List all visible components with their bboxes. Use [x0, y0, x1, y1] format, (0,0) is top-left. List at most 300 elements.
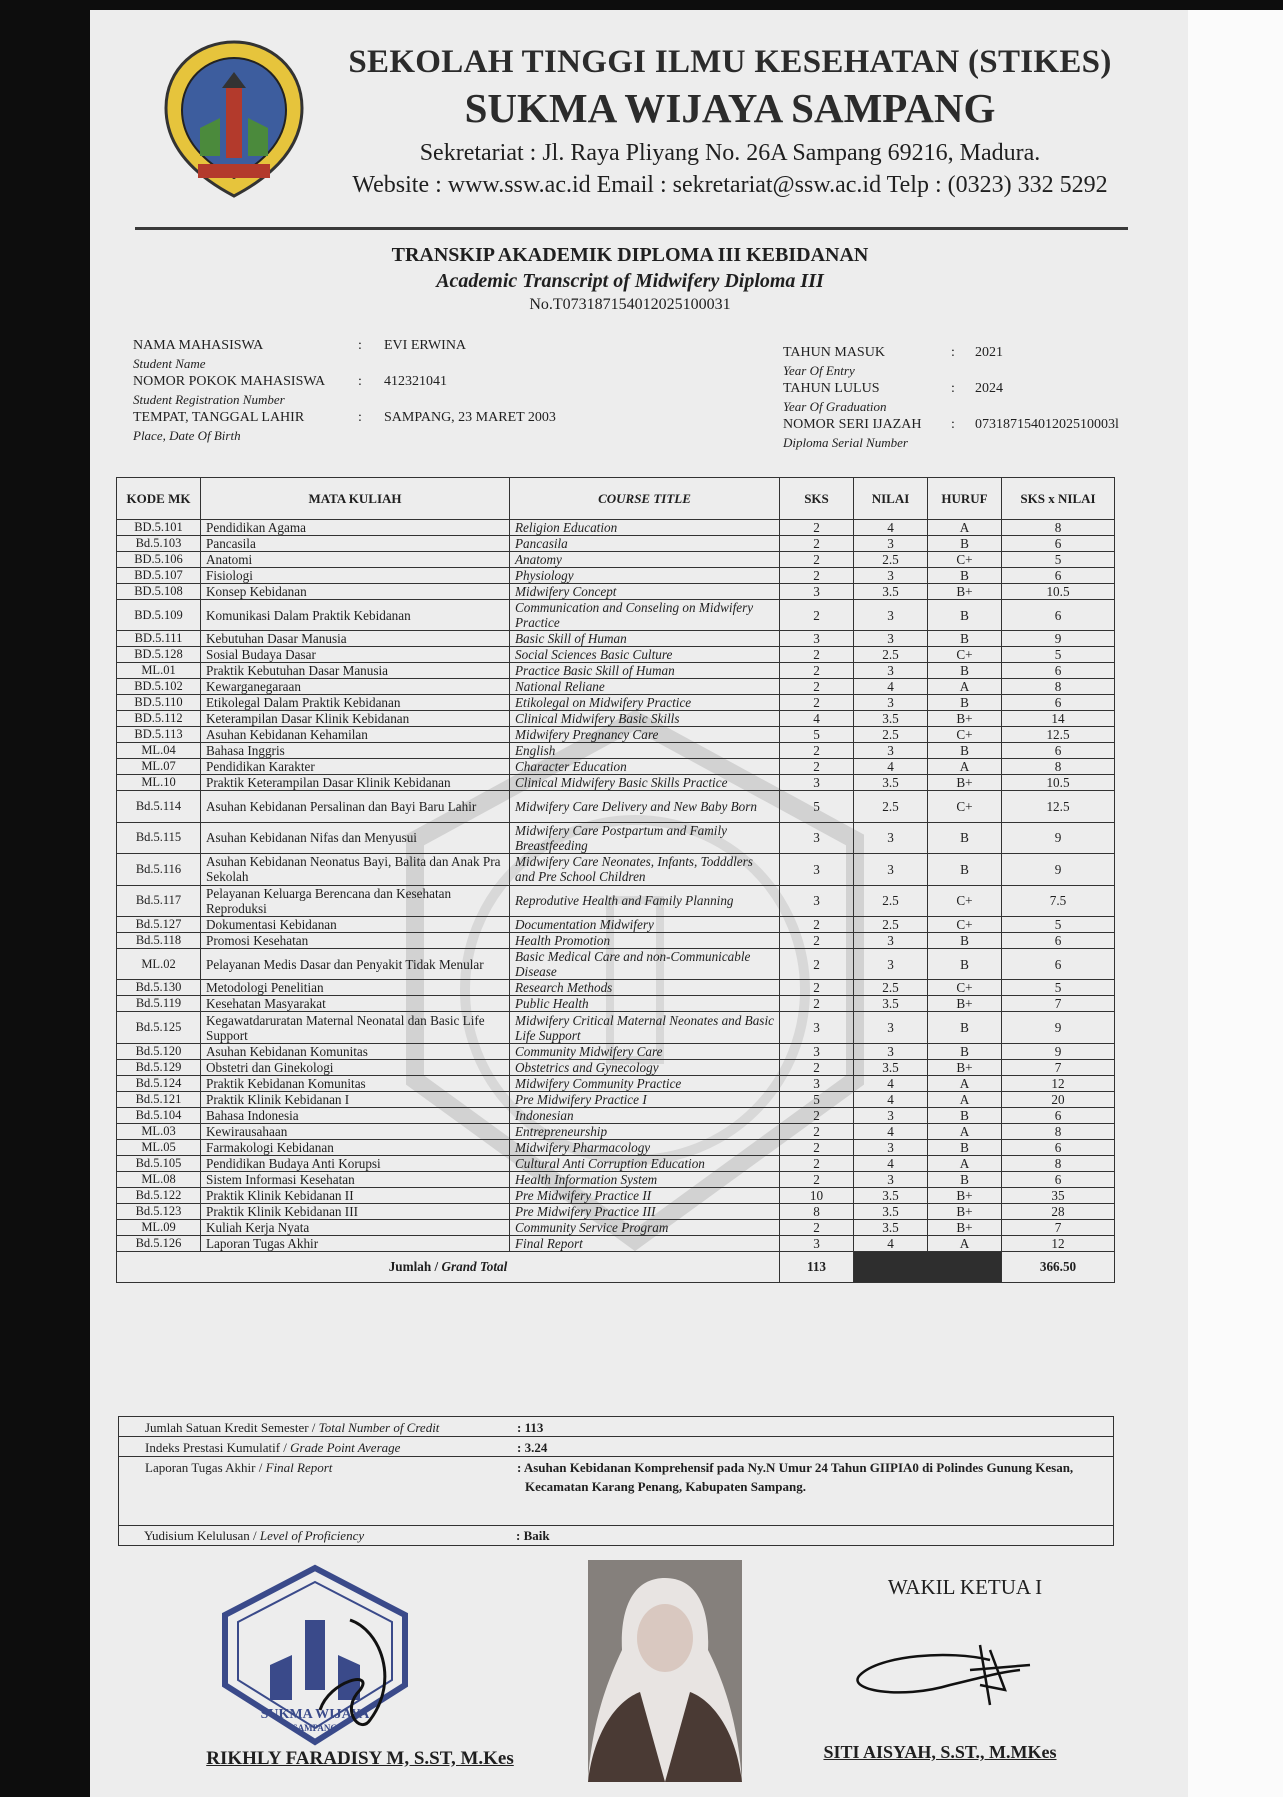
- cell-course-title: English: [510, 743, 780, 759]
- grades-table: [116, 477, 1115, 1283]
- cell-course-title: Midwifery Critical Maternal Neonates and Basic Life Support: [510, 1012, 780, 1043]
- entry-year-label: TAHUN MASUK: [783, 345, 885, 360]
- table-row: [117, 743, 1115, 759]
- table-row: [117, 568, 1115, 584]
- cell-sks: 2: [780, 759, 854, 775]
- cell-nilai: 4: [854, 1123, 928, 1139]
- header-code: KODE MK: [117, 478, 201, 520]
- cell-course-title: Cultural Anti Corruption Education: [510, 1155, 780, 1171]
- cell-nilai: 3: [854, 568, 928, 584]
- cell-huruf: B: [928, 1107, 1002, 1123]
- cell-course-title: Midwifery Care Postpartum and Family Breastfeeding: [510, 822, 780, 853]
- header-divider: [135, 227, 1128, 230]
- cell-sks: 2: [780, 1059, 854, 1075]
- cell-sks: 3: [780, 775, 854, 791]
- cell-course: Obstetri dan Ginekologi: [201, 1059, 510, 1075]
- cell-huruf: B: [928, 600, 1002, 631]
- cell-course-title: Health Promotion: [510, 932, 780, 948]
- cell-huruf: C+: [928, 791, 1002, 822]
- cell-nilai: 4: [854, 1155, 928, 1171]
- table-row: [117, 552, 1115, 568]
- cell-sks-x-nilai: 7: [1002, 1059, 1115, 1075]
- cell-course: Praktik Klinik Kebidanan III: [201, 1203, 510, 1219]
- cell-huruf: B+: [928, 996, 1002, 1012]
- cell-sks: 2: [780, 679, 854, 695]
- cell-nilai: 2.5: [854, 647, 928, 663]
- cell-nilai: 3: [854, 695, 928, 711]
- grand-total-label-en: Grand Total: [441, 1259, 508, 1275]
- cell-course-title: Reprodutive Health and Family Planning: [510, 885, 780, 916]
- cell-course-title: Health Information System: [510, 1171, 780, 1187]
- cell-course: Kegawatdaruratan Maternal Neonatal dan Basic Life Support: [201, 1012, 510, 1043]
- cell-code: Bd.5.122: [117, 1187, 201, 1203]
- cell-course: Praktik Klinik Kebidanan II: [201, 1187, 510, 1203]
- cell-code: Bd.5.121: [117, 1091, 201, 1107]
- table-row: [117, 791, 1115, 822]
- cell-course-title: National Reliane: [510, 679, 780, 695]
- credits-label: Jumlah Satuan Kredit Semester /: [145, 1420, 319, 1435]
- cell-course: Pendidikan Budaya Anti Korupsi: [201, 1155, 510, 1171]
- table-row: [117, 536, 1115, 552]
- cell-nilai: 2.5: [854, 885, 928, 916]
- cell-sks-x-nilai: 14: [1002, 711, 1115, 727]
- level-label-en: Level of Proficiency: [259, 1528, 365, 1543]
- cell-nilai: 3.5: [854, 775, 928, 791]
- cell-sks: 2: [780, 552, 854, 568]
- cell-code: BD.5.102: [117, 679, 201, 695]
- cell-sks-x-nilai: 9: [1002, 631, 1115, 647]
- cell-nilai: 3.5: [854, 1059, 928, 1075]
- report-title-line1: : Asuhan Kebidanan Komprehensif pada Ny.N Umur 24 Tahun GIIPIA0 di Polindes Gunung Kesan,: [517, 1460, 1074, 1475]
- cell-huruf: B: [928, 743, 1002, 759]
- cell-nilai: 3.5: [854, 584, 928, 600]
- entry-year-value: 2021: [975, 345, 1003, 360]
- cell-huruf: A: [928, 1155, 1002, 1171]
- cell-sks: 2: [780, 996, 854, 1012]
- cell-course: Pelayanan Keluarga Berencana dan Kesehatan Reproduksi: [201, 885, 510, 916]
- summary-credits-row: [119, 1417, 1113, 1437]
- grand-total-row: [117, 1251, 1115, 1282]
- student-birth-label: TEMPAT, TANGGAL LAHIR: [133, 410, 305, 425]
- table-row: [117, 631, 1115, 647]
- table-row: [117, 854, 1115, 885]
- cell-course-title: Midwifery Care Delivery and New Baby Born: [510, 791, 780, 822]
- cell-nilai: 4: [854, 1091, 928, 1107]
- cell-code: Bd.5.117: [117, 885, 201, 916]
- cell-nilai: 2.5: [854, 980, 928, 996]
- table-row: [117, 647, 1115, 663]
- cell-course-title: Midwifery Care Neonates, Infants, Todddlers and Pre School Children: [510, 854, 780, 885]
- summary-report-row: [119, 1457, 1113, 1526]
- cell-huruf: B: [928, 663, 1002, 679]
- student-nim-value: 412321041: [384, 374, 447, 389]
- cell-course-title: Pre Midwifery Practice I: [510, 1091, 780, 1107]
- cell-course: Kuliah Kerja Nyata: [201, 1219, 510, 1235]
- cell-code: Bd.5.105: [117, 1155, 201, 1171]
- cell-sks: 2: [780, 743, 854, 759]
- graduation-year-value: 2024: [975, 381, 1003, 396]
- cell-sks-x-nilai: 6: [1002, 1171, 1115, 1187]
- institution-address: Sekretariat : Jl. Raya Pliyang No. 26A Sampang 69216, Madura.: [419, 140, 1041, 166]
- cell-code: Bd.5.127: [117, 916, 201, 932]
- table-row: [117, 932, 1115, 948]
- cell-huruf: C+: [928, 980, 1002, 996]
- cell-sks: 2: [780, 1219, 854, 1235]
- level-label: Yudisium Kelulusan /: [144, 1528, 260, 1543]
- cell-nilai: 2.5: [854, 727, 928, 743]
- table-row: [117, 948, 1115, 979]
- cell-code: ML.07: [117, 759, 201, 775]
- cell-nilai: 3: [854, 631, 928, 647]
- cell-course: Asuhan Kebidanan Persalinan dan Bayi Baru Lahir: [201, 791, 510, 822]
- right-signatory-name: SITI AISYAH, S.ST., M.MKes: [823, 1742, 1057, 1762]
- cell-huruf: A: [928, 1123, 1002, 1139]
- cell-sks-x-nilai: 5: [1002, 980, 1115, 996]
- cell-huruf: A: [928, 1235, 1002, 1251]
- grand-total-value: 366.50: [1002, 1251, 1115, 1282]
- cell-code: Bd.5.123: [117, 1203, 201, 1219]
- document-title-english: Academic Transcript of Midwifery Diploma III: [436, 270, 824, 292]
- cell-code: BD.5.111: [117, 631, 201, 647]
- background-sheet: [1188, 10, 1283, 1797]
- cell-sks: 3: [780, 1012, 854, 1043]
- cell-huruf: B+: [928, 1203, 1002, 1219]
- cell-huruf: B: [928, 1139, 1002, 1155]
- cell-sks-x-nilai: 5: [1002, 647, 1115, 663]
- table-row: [117, 727, 1115, 743]
- cell-huruf: B: [928, 822, 1002, 853]
- cell-huruf: A: [928, 759, 1002, 775]
- cell-code: ML.08: [117, 1171, 201, 1187]
- cell-code: Bd.5.118: [117, 932, 201, 948]
- cell-huruf: B+: [928, 1187, 1002, 1203]
- cell-sks-x-nilai: 10.5: [1002, 775, 1115, 791]
- grand-total-label: Jumlah /: [388, 1259, 442, 1275]
- grand-total-sks: 113: [780, 1251, 854, 1282]
- cell-code: Bd.5.103: [117, 536, 201, 552]
- student-photo: [588, 1560, 742, 1782]
- cell-sks-x-nilai: 6: [1002, 568, 1115, 584]
- cell-nilai: 2.5: [854, 791, 928, 822]
- institution-header: SEKOLAH TINGGI ILMU KESEHATAN (STIKES): [348, 44, 1112, 80]
- cell-sks-x-nilai: 8: [1002, 759, 1115, 775]
- table-row: [117, 822, 1115, 853]
- cell-code: ML.01: [117, 663, 201, 679]
- cell-course-title: Pre Midwifery Practice III: [510, 1203, 780, 1219]
- cell-course-title: Indonesian: [510, 1107, 780, 1123]
- separator: :: [358, 374, 362, 389]
- left-signatory-name: RIKHLY FARADISY M, S.ST, M.Kes: [206, 1748, 514, 1769]
- cell-sks: 3: [780, 1235, 854, 1251]
- cell-sks: 10: [780, 1187, 854, 1203]
- cell-course-title: Basic Skill of Human: [510, 631, 780, 647]
- cell-nilai: 3.5: [854, 711, 928, 727]
- cell-course: Konsep Kebidanan: [201, 584, 510, 600]
- student-birth-value: SAMPANG, 23 MARET 2003: [384, 410, 556, 425]
- separator: :: [951, 381, 955, 396]
- student-portrait-icon: [588, 1560, 742, 1782]
- cell-code: Bd.5.120: [117, 1043, 201, 1059]
- header-course: MATA KULIAH: [201, 478, 510, 520]
- cell-code: BD.5.108: [117, 584, 201, 600]
- cell-course: Kewarganegaraan: [201, 679, 510, 695]
- cell-course-title: Religion Education: [510, 520, 780, 536]
- table-row: [117, 695, 1115, 711]
- cell-huruf: B: [928, 932, 1002, 948]
- cell-sks-x-nilai: 9: [1002, 1043, 1115, 1059]
- cell-sks: 2: [780, 520, 854, 536]
- cell-sks: 8: [780, 1203, 854, 1219]
- cell-nilai: 3.5: [854, 1203, 928, 1219]
- cell-code: BD.5.110: [117, 695, 201, 711]
- diploma-serial-value: 07318715401202510003l: [975, 417, 1119, 432]
- cell-sks-x-nilai: 6: [1002, 536, 1115, 552]
- cell-sks-x-nilai: 35: [1002, 1187, 1115, 1203]
- cell-course: Pancasila: [201, 536, 510, 552]
- cell-huruf: B: [928, 1012, 1002, 1043]
- table-row: [117, 1075, 1115, 1091]
- cell-nilai: 4: [854, 1075, 928, 1091]
- cell-course: Dokumentasi Kebidanan: [201, 916, 510, 932]
- cell-course-title: Midwifery Concept: [510, 584, 780, 600]
- summary-gpa-row: [119, 1437, 1113, 1457]
- cell-code: Bd.5.115: [117, 822, 201, 853]
- cell-course: Anatomi: [201, 552, 510, 568]
- document-title: TRANSKIP AKADEMIK DIPLOMA III KEBIDANAN: [391, 244, 869, 266]
- cell-code: Bd.5.119: [117, 996, 201, 1012]
- cell-course: Praktik Klinik Kebidanan I: [201, 1091, 510, 1107]
- cell-course: Asuhan Kebidanan Neonatus Bayi, Balita dan Anak Pra Sekolah: [201, 854, 510, 885]
- cell-sks-x-nilai: 5: [1002, 916, 1115, 932]
- student-name-value: EVI ERWINA: [384, 338, 467, 353]
- cell-course: Fisiologi: [201, 568, 510, 584]
- cell-code: Bd.5.114: [117, 791, 201, 822]
- cell-sks-x-nilai: 7: [1002, 996, 1115, 1012]
- cell-huruf: B: [928, 536, 1002, 552]
- document-number: No.T073187154012025100031: [529, 296, 731, 313]
- cell-huruf: A: [928, 1075, 1002, 1091]
- cell-sks-x-nilai: 20: [1002, 1091, 1115, 1107]
- cell-huruf: C+: [928, 727, 1002, 743]
- cell-code: ML.03: [117, 1123, 201, 1139]
- header-title: COURSE TITLE: [510, 478, 780, 520]
- cell-course-title: Clinical Midwifery Basic Skills: [510, 711, 780, 727]
- cell-course: Bahasa Inggris: [201, 743, 510, 759]
- cell-nilai: 4: [854, 1235, 928, 1251]
- header-total: SKS x NILAI: [1002, 478, 1115, 520]
- report-label: Laporan Tugas Akhir /: [145, 1460, 266, 1475]
- cell-huruf: A: [928, 679, 1002, 695]
- table-row: [117, 1123, 1115, 1139]
- cell-course-title: Midwifery Pregnancy Care: [510, 727, 780, 743]
- cell-course: Promosi Kesehatan: [201, 932, 510, 948]
- cell-sks: 2: [780, 600, 854, 631]
- signature-icon: [840, 1630, 1040, 1720]
- institution-name: SUKMA WIJAYA SAMPANG: [464, 85, 996, 131]
- cell-sks: 2: [780, 663, 854, 679]
- cell-code: BD.5.113: [117, 727, 201, 743]
- table-row: [117, 996, 1115, 1012]
- cell-nilai: 3.5: [854, 1187, 928, 1203]
- table-row: [117, 520, 1115, 536]
- cell-course-title: Etikolegal on Midwifery Practice: [510, 695, 780, 711]
- cell-huruf: B: [928, 1043, 1002, 1059]
- cell-course-title: Research Methods: [510, 980, 780, 996]
- cell-course-title: Social Sciences Basic Culture: [510, 647, 780, 663]
- cell-sks: 3: [780, 854, 854, 885]
- cell-code: BD.5.128: [117, 647, 201, 663]
- cell-nilai: 3: [854, 822, 928, 853]
- cell-huruf: C+: [928, 647, 1002, 663]
- cell-sks-x-nilai: 6: [1002, 1139, 1115, 1155]
- cell-course: Pendidikan Karakter: [201, 759, 510, 775]
- cell-course-title: Obstetrics and Gynecology: [510, 1059, 780, 1075]
- cell-course-title: Documentation Midwifery: [510, 916, 780, 932]
- cell-course-title: Entrepreneurship: [510, 1123, 780, 1139]
- cell-sks: 2: [780, 916, 854, 932]
- cell-sks: 3: [780, 631, 854, 647]
- cell-nilai: 3.5: [854, 996, 928, 1012]
- student-name-label-en: Student Name: [133, 356, 206, 371]
- cell-nilai: 3: [854, 1139, 928, 1155]
- cell-course: Laporan Tugas Akhir: [201, 1235, 510, 1251]
- cell-code: BD.5.112: [117, 711, 201, 727]
- cell-code: Bd.5.126: [117, 1235, 201, 1251]
- table-row: [117, 1187, 1115, 1203]
- cell-sks: 3: [780, 822, 854, 853]
- separator: :: [951, 417, 955, 432]
- header-huruf: HURUF: [928, 478, 1002, 520]
- cell-sks-x-nilai: 9: [1002, 854, 1115, 885]
- cell-nilai: 3: [854, 663, 928, 679]
- separator: :: [358, 410, 362, 425]
- table-row: [117, 980, 1115, 996]
- cell-course: Praktik Kebidanan Komunitas: [201, 1075, 510, 1091]
- cell-sks: 2: [780, 1155, 854, 1171]
- cell-course: Pendidikan Agama: [201, 520, 510, 536]
- cell-sks: 3: [780, 1043, 854, 1059]
- level-value: : Baik: [516, 1528, 550, 1543]
- cell-huruf: B: [928, 631, 1002, 647]
- table-row: [117, 1139, 1115, 1155]
- separator: :: [358, 338, 362, 353]
- cell-nilai: 3: [854, 1012, 928, 1043]
- table-row: [117, 1107, 1115, 1123]
- table-row: [117, 759, 1115, 775]
- student-nim-label: NOMOR POKOK MAHASISWA: [133, 374, 326, 389]
- table-row: [117, 916, 1115, 932]
- cell-sks-x-nilai: 10.5: [1002, 584, 1115, 600]
- cell-huruf: B+: [928, 775, 1002, 791]
- cell-course: Pelayanan Medis Dasar dan Penyakit Tidak Menular: [201, 948, 510, 979]
- cell-sks-x-nilai: 9: [1002, 1012, 1115, 1043]
- cell-nilai: 4: [854, 520, 928, 536]
- header-nilai: NILAI: [854, 478, 928, 520]
- credits-value: : 113: [517, 1420, 544, 1435]
- cell-sks-x-nilai: 6: [1002, 1107, 1115, 1123]
- cell-sks: 4: [780, 711, 854, 727]
- cell-sks: 5: [780, 1091, 854, 1107]
- separator: :: [951, 345, 955, 360]
- cell-sks-x-nilai: 28: [1002, 1203, 1115, 1219]
- cell-nilai: 3: [854, 600, 928, 631]
- cell-course-title: Community Midwifery Care: [510, 1043, 780, 1059]
- table-row: [117, 663, 1115, 679]
- cell-nilai: 2.5: [854, 916, 928, 932]
- table-row: [117, 1012, 1115, 1043]
- header-sks: SKS: [780, 478, 854, 520]
- cell-course: Kesehatan Masyarakat: [201, 996, 510, 1012]
- cell-course: Metodologi Penelitian: [201, 980, 510, 996]
- cell-nilai: 3: [854, 536, 928, 552]
- cell-huruf: A: [928, 1091, 1002, 1107]
- cell-nilai: 3: [854, 743, 928, 759]
- cell-course: Asuhan Kebidanan Komunitas: [201, 1043, 510, 1059]
- grand-total-label-cell: [117, 1251, 780, 1282]
- seal-text: SUKMA WIJAYA: [260, 1707, 370, 1722]
- cell-sks: 5: [780, 791, 854, 822]
- cell-sks: 2: [780, 980, 854, 996]
- table-row: [117, 600, 1115, 631]
- cell-huruf: B+: [928, 1219, 1002, 1235]
- cell-course-title: Pre Midwifery Practice II: [510, 1187, 780, 1203]
- table-row: [117, 1203, 1115, 1219]
- cell-sks-x-nilai: 12: [1002, 1075, 1115, 1091]
- cell-code: ML.09: [117, 1219, 201, 1235]
- table-row: [117, 775, 1115, 791]
- cell-nilai: 3: [854, 1171, 928, 1187]
- cell-code: BD.5.101: [117, 520, 201, 536]
- seal-subtext: SAMPANG: [292, 1723, 338, 1733]
- cell-huruf: B: [928, 695, 1002, 711]
- cell-course: Farmakologi Kebidanan: [201, 1139, 510, 1155]
- cell-sks-x-nilai: 12.5: [1002, 727, 1115, 743]
- cell-course: Kewirausahaan: [201, 1123, 510, 1139]
- summary-level-row: [118, 1526, 1112, 1544]
- cell-code: ML.10: [117, 775, 201, 791]
- cell-code: ML.04: [117, 743, 201, 759]
- cell-course-title: Final Report: [510, 1235, 780, 1251]
- cell-sks-x-nilai: 12: [1002, 1235, 1115, 1251]
- cell-sks-x-nilai: 6: [1002, 663, 1115, 679]
- cell-huruf: B: [928, 948, 1002, 979]
- table-row: [117, 1235, 1115, 1251]
- cell-sks: 2: [780, 1139, 854, 1155]
- cell-nilai: 3: [854, 1107, 928, 1123]
- cell-sks: 2: [780, 536, 854, 552]
- cell-course: Kebutuhan Dasar Manusia: [201, 631, 510, 647]
- cell-course-title: Practice Basic Skill of Human: [510, 663, 780, 679]
- cell-nilai: 3: [854, 854, 928, 885]
- cell-course: Asuhan Kebidanan Nifas dan Menyusui: [201, 822, 510, 853]
- cell-sks-x-nilai: 5: [1002, 552, 1115, 568]
- table-row: [117, 885, 1115, 916]
- cell-sks: 3: [780, 1075, 854, 1091]
- cell-sks-x-nilai: 6: [1002, 743, 1115, 759]
- cell-course: Bahasa Indonesia: [201, 1107, 510, 1123]
- cell-course: Sistem Informasi Kesehatan: [201, 1171, 510, 1187]
- cell-course-title: Basic Medical Care and non-Communicable Disease: [510, 948, 780, 979]
- college-logo-icon: [160, 38, 308, 200]
- cell-course-title: Communication and Conseling on Midwifery Practice: [510, 600, 780, 631]
- cell-sks-x-nilai: 8: [1002, 1123, 1115, 1139]
- diploma-serial-label: NOMOR SERI IJAZAH: [783, 417, 922, 432]
- student-nim-label-en: Student Registration Number: [133, 392, 285, 407]
- institution-contact: Website : www.ssw.ac.id Email : sekretariat@ssw.ac.id Telp : (0323) 332 5292: [352, 172, 1108, 198]
- table-row: [117, 584, 1115, 600]
- cell-sks-x-nilai: 9: [1002, 822, 1115, 853]
- cell-course: Etikolegal Dalam Praktik Kebidanan: [201, 695, 510, 711]
